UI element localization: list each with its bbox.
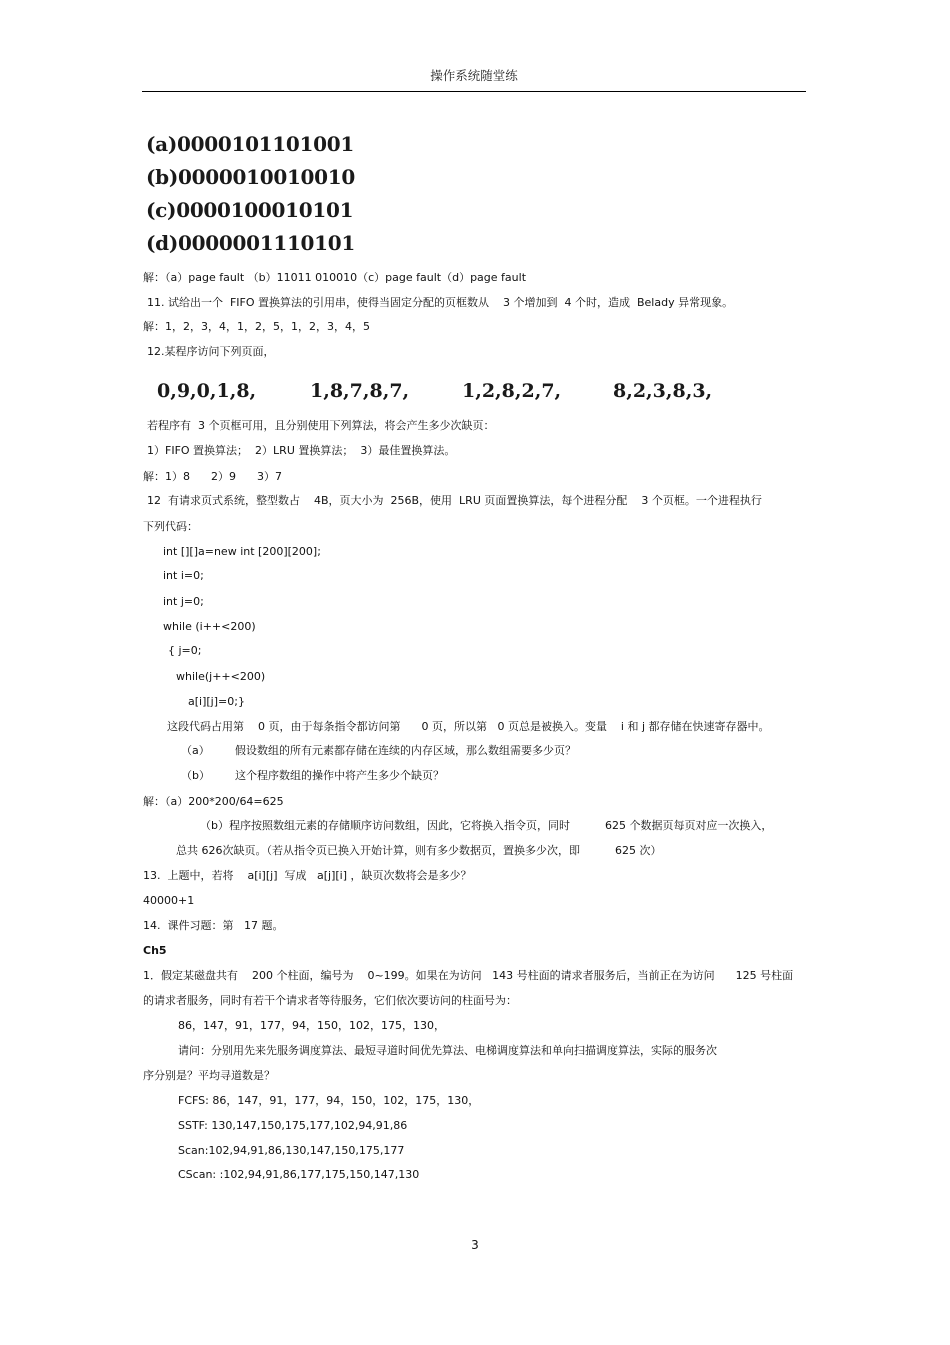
q12-answer: 解：1）8 2）9 3）7: [143, 470, 282, 483]
page-number: 3: [471, 1238, 479, 1252]
q12b-question-line1: 12 有请求页式系统，整型数占 4B，页大小为 256B，使用 LRU 页面置换算法，每个进程分配 3 个页框。一个进程执行: [147, 494, 762, 507]
q12b-sub-a-label: （a）: [181, 744, 210, 757]
bit-option-d: (d)0000001110101: [146, 231, 356, 255]
q12b-answer-b-line1: （b）程序按照数组元素的存储顺序访问数组，因此，它将换入指令页，同时 625 个数据页每页对应一次换入，: [200, 819, 773, 832]
ch5-q1-line2: 的请求者服务，同时有若干个请求者等待服务，它们依次要访问的柱面号为：: [143, 994, 517, 1007]
q10-answer: 解：（a）page fault （b）11011 010010（c）page fault（d）page fault: [143, 271, 527, 284]
ch5-heading: Ch5: [143, 944, 167, 957]
q12-question: 若程序有 3 个页框可用，且分别使用下列算法，将会产生多少次缺页：: [147, 419, 495, 432]
code-line: { j=0;: [168, 644, 202, 657]
q11-answer: 解：1，2，3，4，1，2，5，1，2，3，4，5: [143, 320, 370, 333]
code-line: int [][]a=new int [200][200];: [163, 545, 321, 558]
q12b-sub-a-text: 假设数组的所有元素都存储在连续的内存区域，那么数组需要多少页？: [235, 744, 576, 757]
code-line: while(j++<200): [176, 670, 266, 683]
code-line: int j=0;: [163, 595, 204, 608]
ch5-scan: Scan:102,94,91,86,130,147,150,175,177: [178, 1144, 405, 1157]
q13-question: 13. 上题中，若将 a[i][j] 写成 a[j][i] ，缺页次数将会是多少？: [143, 869, 472, 882]
q12b-answer-a: 解：（a）200*200/64=625: [143, 795, 284, 808]
page-sequence-3: 1,2,8,2,7,: [462, 380, 562, 402]
q12-intro: 12.某程序访问下列页面，: [147, 345, 275, 358]
page-sequence-2: 1,8,7,8,7,: [310, 380, 410, 402]
ch5-sstf: SSTF: 130,147,150,175,177,102,94,91,86: [178, 1119, 408, 1132]
ch5-requests: 86，147，91，177，94，150，102，175，130，: [178, 1019, 445, 1032]
ch5-q1-line1: 1．假定某磁盘共有 200 个柱面，编号为 0~199。如果在为访问 143 号柱面的请求者服务后，当前正在为访问 125 号柱面: [143, 969, 794, 982]
q13-answer: 40000+1: [143, 894, 195, 907]
q12b-sub-b-text: 这个程序数组的操作中将产生多少个缺页？: [235, 769, 444, 782]
q12-algorithms: 1）FIFO 置换算法； 2）LRU 置换算法； 3）最佳置换算法。: [147, 444, 456, 457]
q12b-sub-b-label: （b）: [181, 769, 210, 782]
page-sequence-4: 8,2,3,8,3,: [613, 380, 713, 402]
q14-text: 14. 课件习题：第 17 题。: [143, 919, 284, 932]
q12b-question-line2: 下列代码：: [143, 520, 198, 533]
ch5-fcfs: FCFS: 86，147，91，177，94，150，102，175，130，: [178, 1094, 480, 1107]
ch5-cscan: CScan: :102,94,91,86,177,175,150,147,130: [178, 1168, 420, 1181]
page-sequence-1: 0,9,0,1,8,: [157, 380, 257, 402]
bit-option-b: (b)0000010010010: [146, 165, 356, 189]
code-line: while (i++<200): [163, 620, 256, 633]
q12b-note: 这段代码占用第 0 页，由于每条指令都访问第 0 页，所以第 0 页总是被换入。变量 i 和 j 都存储在快速寄存器中。: [167, 720, 770, 733]
ch5-ask-line1: 请问：分别用先来先服务调度算法、最短寻道时间优先算法、电梯调度算法和单向扫描调度算法，实际的服务次: [178, 1044, 717, 1057]
q11-question: 11. 试给出一个 FIFO 置换算法的引用串，使得当固定分配的页框数从 3 个增加到 4 个时，造成 Belady 异常现象。: [147, 296, 734, 309]
bit-option-c: (c)0000100010101: [146, 198, 354, 222]
q12b-answer-b-line2: 总共 626次缺页。（若从指令页已换入开始计算，则有多少数据页，置换多少次，即 625 次）: [176, 844, 662, 857]
page-header-title: 操作系统随堂练: [430, 68, 518, 83]
code-line: int i=0;: [163, 569, 204, 582]
header-rule: [142, 91, 806, 92]
ch5-ask-line2: 序分别是？平均寻道数是？: [143, 1069, 275, 1082]
bit-option-a: (a)0000101101001: [146, 132, 354, 156]
code-line: a[i][j]=0;}: [188, 695, 245, 708]
